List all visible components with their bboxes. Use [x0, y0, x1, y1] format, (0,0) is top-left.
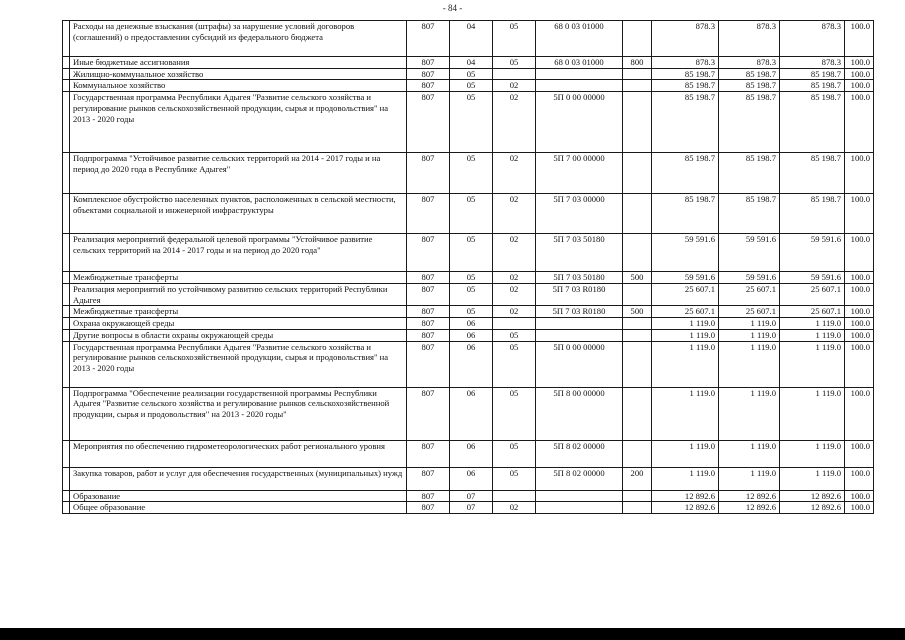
row-marker-cell — [63, 490, 70, 502]
row-name: Общее образование — [70, 502, 407, 514]
row-subsection-code: 05 — [493, 329, 536, 341]
row-subsection-code: 05 — [493, 467, 536, 490]
row-target-code: 5П 8 00 00000 — [536, 387, 623, 440]
row-target-code: 5П 0 00 00000 — [536, 92, 623, 153]
row-amount-1: 85 198.7 — [652, 92, 719, 153]
row-marker-cell — [63, 272, 70, 284]
row-name: Иные бюджетные ассигнования — [70, 57, 407, 69]
row-amount-1: 85 198.7 — [652, 153, 719, 194]
table-row — [63, 194, 874, 234]
table-row — [63, 318, 874, 330]
row-expense-type-code — [623, 318, 652, 330]
row-amount-2: 12 892.6 — [719, 490, 780, 502]
row-expense-type-code: 500 — [623, 272, 652, 284]
row-marker-cell — [63, 329, 70, 341]
row-amount-1: 59 591.6 — [652, 234, 719, 272]
row-amount-1: 85 198.7 — [652, 68, 719, 80]
row-amount-3: 1 119.0 — [780, 318, 845, 330]
row-amount-2: 25 607.1 — [719, 283, 780, 305]
row-section-code: 06 — [450, 318, 493, 330]
table-row — [63, 92, 874, 153]
row-target-code — [536, 80, 623, 92]
row-amount-2: 85 198.7 — [719, 194, 780, 234]
row-expense-type-code — [623, 341, 652, 387]
row-subsection-code — [493, 318, 536, 330]
row-target-code — [536, 490, 623, 502]
row-marker-cell — [63, 467, 70, 490]
row-amount-2: 85 198.7 — [719, 153, 780, 194]
row-amount-2: 1 119.0 — [719, 341, 780, 387]
row-percent: 100.0 — [845, 502, 874, 514]
row-percent: 100.0 — [845, 341, 874, 387]
row-subsection-code: 02 — [493, 502, 536, 514]
row-percent: 100.0 — [845, 283, 874, 305]
row-percent: 100.0 — [845, 68, 874, 80]
row-amount-2: 25 607.1 — [719, 306, 780, 318]
row-ved-code: 807 — [407, 490, 450, 502]
row-name: Охрана окружающей среды — [70, 318, 407, 330]
row-percent: 100.0 — [845, 387, 874, 440]
row-expense-type-code — [623, 502, 652, 514]
row-marker-cell — [63, 318, 70, 330]
row-amount-2: 12 892.6 — [719, 502, 780, 514]
row-target-code: 5П 7 03 R0180 — [536, 283, 623, 305]
row-target-code — [536, 329, 623, 341]
row-marker-cell — [63, 57, 70, 69]
row-section-code: 05 — [450, 306, 493, 318]
row-subsection-code: 05 — [493, 21, 536, 57]
row-percent: 100.0 — [845, 234, 874, 272]
row-target-code: 5П 7 03 00000 — [536, 194, 623, 234]
row-amount-2: 85 198.7 — [719, 68, 780, 80]
row-amount-1: 1 119.0 — [652, 318, 719, 330]
row-target-code: 5П 7 03 50180 — [536, 272, 623, 284]
row-amount-2: 1 119.0 — [719, 440, 780, 467]
row-subsection-code: 05 — [493, 57, 536, 69]
row-amount-3: 1 119.0 — [780, 387, 845, 440]
row-marker-cell — [63, 153, 70, 194]
row-section-code: 05 — [450, 68, 493, 80]
row-amount-3: 878.3 — [780, 21, 845, 57]
row-expense-type-code — [623, 329, 652, 341]
table-row — [63, 153, 874, 194]
row-expense-type-code — [623, 21, 652, 57]
row-ved-code: 807 — [407, 272, 450, 284]
row-amount-3: 878.3 — [780, 57, 845, 69]
row-section-code: 06 — [450, 467, 493, 490]
row-target-code: 68 0 03 01000 — [536, 21, 623, 57]
row-percent: 100.0 — [845, 318, 874, 330]
row-amount-2: 59 591.6 — [719, 272, 780, 284]
table-row — [63, 502, 874, 514]
row-name: Комплексное обустройство населенных пунктов, расположенных в сельской местности, объектами социальной и инженерной инфраструктуры — [70, 194, 407, 234]
row-amount-2: 85 198.7 — [719, 92, 780, 153]
row-amount-3: 12 892.6 — [780, 502, 845, 514]
row-marker-cell — [63, 341, 70, 387]
table-row — [63, 490, 874, 502]
table-row — [63, 272, 874, 284]
row-amount-2: 1 119.0 — [719, 387, 780, 440]
budget-table — [62, 20, 874, 514]
row-ved-code: 807 — [407, 306, 450, 318]
row-ved-code: 807 — [407, 153, 450, 194]
table-row — [63, 283, 874, 305]
row-amount-2: 85 198.7 — [719, 80, 780, 92]
row-name: Реализация мероприятий по устойчивому развитию сельских территорий Республики Адыгея — [70, 283, 407, 305]
row-ved-code: 807 — [407, 194, 450, 234]
table-row — [63, 329, 874, 341]
row-marker-cell — [63, 234, 70, 272]
row-ved-code: 807 — [407, 92, 450, 153]
row-section-code: 07 — [450, 502, 493, 514]
row-amount-1: 85 198.7 — [652, 80, 719, 92]
row-target-code: 5П 0 00 00000 — [536, 341, 623, 387]
table-row — [63, 234, 874, 272]
row-percent: 100.0 — [845, 21, 874, 57]
page-number: - 84 - — [442, 3, 463, 13]
row-percent: 100.0 — [845, 306, 874, 318]
row-amount-1: 1 119.0 — [652, 341, 719, 387]
row-amount-1: 25 607.1 — [652, 283, 719, 305]
row-amount-2: 878.3 — [719, 21, 780, 57]
table-row — [63, 68, 874, 80]
table-row — [63, 57, 874, 69]
row-expense-type-code: 800 — [623, 57, 652, 69]
row-percent: 100.0 — [845, 467, 874, 490]
row-name: Расходы на денежные взыскания (штрафы) за нарушение условий договоров (соглашений) о предоставлении субсидий из федерального бюджета — [70, 21, 407, 57]
row-amount-2: 878.3 — [719, 57, 780, 69]
row-marker-cell — [63, 92, 70, 153]
row-amount-1: 1 119.0 — [652, 467, 719, 490]
row-target-code: 5П 8 02 00000 — [536, 440, 623, 467]
row-section-code: 05 — [450, 92, 493, 153]
table-body — [63, 21, 874, 514]
row-subsection-code: 05 — [493, 341, 536, 387]
row-amount-2: 59 591.6 — [719, 234, 780, 272]
row-amount-3: 85 198.7 — [780, 194, 845, 234]
row-subsection-code: 05 — [493, 387, 536, 440]
row-section-code: 04 — [450, 57, 493, 69]
row-ved-code: 807 — [407, 440, 450, 467]
row-expense-type-code — [623, 490, 652, 502]
row-name: Закупка товаров, работ и услуг для обеспечения государственных (муниципальных) нужд — [70, 467, 407, 490]
row-percent: 100.0 — [845, 80, 874, 92]
row-amount-3: 1 119.0 — [780, 440, 845, 467]
row-amount-3: 85 198.7 — [780, 80, 845, 92]
row-target-code — [536, 318, 623, 330]
row-marker-cell — [63, 387, 70, 440]
row-name: Межбюджетные трансферты — [70, 272, 407, 284]
row-section-code: 06 — [450, 387, 493, 440]
row-section-code: 05 — [450, 283, 493, 305]
row-percent: 100.0 — [845, 194, 874, 234]
row-marker-cell — [63, 80, 70, 92]
row-amount-1: 878.3 — [652, 21, 719, 57]
row-marker-cell — [63, 440, 70, 467]
table-row — [63, 467, 874, 490]
row-amount-1: 1 119.0 — [652, 440, 719, 467]
row-subsection-code: 02 — [493, 80, 536, 92]
scan-bottom-edge — [0, 628, 905, 640]
row-expense-type-code — [623, 283, 652, 305]
row-name: Мероприятия по обеспечению гидрометеорологических работ регионального уровня — [70, 440, 407, 467]
row-expense-type-code — [623, 387, 652, 440]
row-amount-3: 85 198.7 — [780, 92, 845, 153]
row-name: Государственная программа Республики Адыгея "Развитие сельского хозяйства и регулирование рынков сельскохозяйственной продукции, сырья и продовольствия" на 2013 - 2020 годы — [70, 92, 407, 153]
row-target-code: 68 0 03 01000 — [536, 57, 623, 69]
row-subsection-code: 02 — [493, 153, 536, 194]
row-section-code: 05 — [450, 194, 493, 234]
row-expense-type-code: 200 — [623, 467, 652, 490]
row-name: Жилищно-коммунальное хозяйство — [70, 68, 407, 80]
table-row — [63, 80, 874, 92]
row-marker-cell — [63, 194, 70, 234]
row-expense-type-code — [623, 80, 652, 92]
row-target-code: 5П 8 02 00000 — [536, 467, 623, 490]
row-marker-cell — [63, 68, 70, 80]
row-section-code: 05 — [450, 80, 493, 92]
row-subsection-code: 02 — [493, 234, 536, 272]
row-subsection-code: 02 — [493, 272, 536, 284]
row-name: Подпрограмма "Обеспечение реализации государственной программы Республики Адыгея "Развитие сельского хозяйства и регулирование рынков сельскохозяйственной продукции, сырья и продовольствия" на 2013 - 2020 годы" — [70, 387, 407, 440]
table-row — [63, 440, 874, 467]
row-ved-code: 807 — [407, 234, 450, 272]
table-row — [63, 341, 874, 387]
row-percent: 100.0 — [845, 92, 874, 153]
row-expense-type-code: 500 — [623, 306, 652, 318]
row-subsection-code: 02 — [493, 92, 536, 153]
row-amount-1: 1 119.0 — [652, 387, 719, 440]
row-amount-1: 12 892.6 — [652, 502, 719, 514]
row-subsection-code — [493, 68, 536, 80]
row-amount-3: 59 591.6 — [780, 234, 845, 272]
row-name: Другие вопросы в области охраны окружающей среды — [70, 329, 407, 341]
row-ved-code: 807 — [407, 57, 450, 69]
row-percent: 100.0 — [845, 272, 874, 284]
row-target-code: 5П 7 00 00000 — [536, 153, 623, 194]
row-section-code: 05 — [450, 234, 493, 272]
row-percent: 100.0 — [845, 490, 874, 502]
row-amount-1: 1 119.0 — [652, 329, 719, 341]
row-expense-type-code — [623, 440, 652, 467]
row-target-code: 5П 7 03 50180 — [536, 234, 623, 272]
row-ved-code: 807 — [407, 329, 450, 341]
row-amount-3: 1 119.0 — [780, 341, 845, 387]
table-row — [63, 306, 874, 318]
row-amount-3: 1 119.0 — [780, 467, 845, 490]
row-expense-type-code — [623, 153, 652, 194]
row-target-code — [536, 502, 623, 514]
row-amount-3: 12 892.6 — [780, 490, 845, 502]
row-subsection-code: 05 — [493, 440, 536, 467]
row-name: Коммунальное хозяйство — [70, 80, 407, 92]
row-name: Образование — [70, 490, 407, 502]
row-ved-code: 807 — [407, 341, 450, 387]
row-subsection-code: 02 — [493, 194, 536, 234]
row-amount-1: 85 198.7 — [652, 194, 719, 234]
row-marker-cell — [63, 502, 70, 514]
row-target-code: 5П 7 03 R0180 — [536, 306, 623, 318]
row-subsection-code — [493, 490, 536, 502]
row-name: Реализация мероприятий федеральной целевой программы "Устойчивое развитие сельских территорий на 2014 - 2017 годы и на период до 2020 года" — [70, 234, 407, 272]
row-percent: 100.0 — [845, 153, 874, 194]
row-marker-cell — [63, 306, 70, 318]
row-ved-code: 807 — [407, 467, 450, 490]
row-ved-code: 807 — [407, 68, 450, 80]
row-ved-code: 807 — [407, 283, 450, 305]
row-amount-3: 25 607.1 — [780, 283, 845, 305]
row-marker-cell — [63, 21, 70, 57]
row-amount-3: 1 119.0 — [780, 329, 845, 341]
row-expense-type-code — [623, 68, 652, 80]
row-amount-1: 25 607.1 — [652, 306, 719, 318]
row-expense-type-code — [623, 234, 652, 272]
row-section-code: 05 — [450, 272, 493, 284]
row-ved-code: 807 — [407, 387, 450, 440]
row-ved-code: 807 — [407, 318, 450, 330]
row-amount-3: 85 198.7 — [780, 153, 845, 194]
row-amount-2: 1 119.0 — [719, 318, 780, 330]
row-amount-1: 59 591.6 — [652, 272, 719, 284]
row-name: Подпрограмма "Устойчивое развитие сельских территорий на 2014 - 2017 годы и на период до 2020 года в Республике Адыгея" — [70, 153, 407, 194]
row-amount-2: 1 119.0 — [719, 329, 780, 341]
table-row — [63, 21, 874, 57]
row-subsection-code: 02 — [493, 306, 536, 318]
row-expense-type-code — [623, 194, 652, 234]
row-amount-3: 25 607.1 — [780, 306, 845, 318]
row-ved-code: 807 — [407, 80, 450, 92]
row-subsection-code: 02 — [493, 283, 536, 305]
row-section-code: 05 — [450, 153, 493, 194]
row-section-code: 06 — [450, 440, 493, 467]
row-amount-3: 59 591.6 — [780, 272, 845, 284]
row-percent: 100.0 — [845, 329, 874, 341]
row-name: Межбюджетные трансферты — [70, 306, 407, 318]
row-amount-1: 12 892.6 — [652, 490, 719, 502]
row-name: Государственная программа Республики Адыгея "Развитие сельского хозяйства и регулирование рынков сельскохозяйственной продукции, сырья и продовольствия" на 2013 - 2020 годы — [70, 341, 407, 387]
row-ved-code: 807 — [407, 502, 450, 514]
row-amount-1: 878.3 — [652, 57, 719, 69]
row-marker-cell — [63, 283, 70, 305]
row-ved-code: 807 — [407, 21, 450, 57]
row-percent: 100.0 — [845, 57, 874, 69]
table-row — [63, 387, 874, 440]
row-expense-type-code — [623, 92, 652, 153]
row-section-code: 07 — [450, 490, 493, 502]
row-amount-3: 85 198.7 — [780, 68, 845, 80]
row-percent: 100.0 — [845, 440, 874, 467]
row-section-code: 06 — [450, 341, 493, 387]
row-section-code: 04 — [450, 21, 493, 57]
row-section-code: 06 — [450, 329, 493, 341]
row-amount-2: 1 119.0 — [719, 467, 780, 490]
row-target-code — [536, 68, 623, 80]
